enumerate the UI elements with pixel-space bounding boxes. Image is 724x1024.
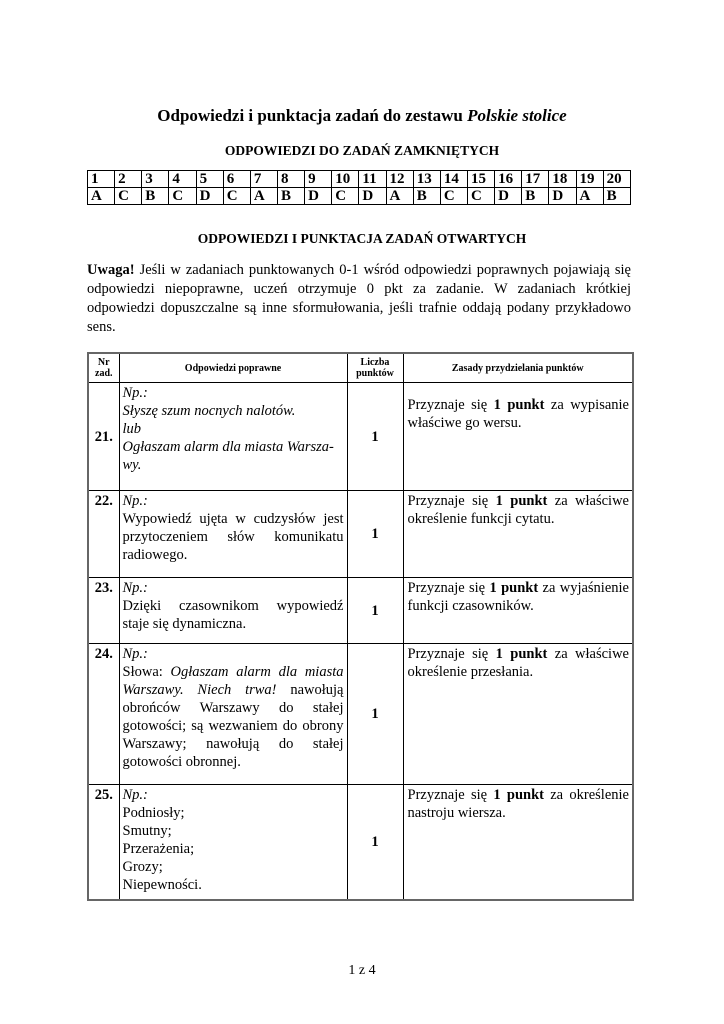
answer-text: Dzięki czasownikom wypowiedź staje się dynamiczna. xyxy=(122,598,344,632)
answer-line: Podniosły; xyxy=(122,805,185,821)
task-number: 2 xyxy=(115,171,142,188)
answer-line: wy. xyxy=(122,457,142,473)
task-answer: B xyxy=(142,188,169,205)
header-points-line: punktów xyxy=(356,368,394,379)
closed-numbers-row xyxy=(88,171,631,188)
task-number: 22. xyxy=(88,491,119,578)
points-value: 1 xyxy=(347,383,403,491)
header-nr-line: Nr xyxy=(97,357,110,368)
header-points xyxy=(347,353,403,383)
task-answer: C xyxy=(115,188,142,205)
table-row xyxy=(88,578,633,644)
page-number: 1 z 4 xyxy=(348,963,376,978)
open-tasks-heading: ODPOWIEDZI I PUNKTACJA ZADAŃ OTWARTYCH xyxy=(197,231,527,246)
task-answer: D xyxy=(196,188,223,205)
example-label: Np.: xyxy=(122,385,148,401)
task-answer: D xyxy=(495,188,522,205)
rule-text: Przyznaje się xyxy=(407,580,490,596)
scoring-rule xyxy=(403,383,633,491)
note-text: Jeśli w zadaniach punktowanych 0-1 wśród odpowiedzi poprawnych pojawiają się odpowiedzi niepoprawne, uczeń otrzymuje 0 pkt za zadanie. W zadaniach krótkiej odpowiedzi dopuszczalne są inne sformułowania, jeśli trafnie oddają podany przykładowo sens. xyxy=(87,262,631,335)
task-number: 12 xyxy=(386,171,413,188)
task-answer: B xyxy=(522,188,549,205)
task-answer: C xyxy=(440,188,467,205)
open-table-header xyxy=(88,353,633,383)
rule-text: za właściwe określenie przesłania. xyxy=(407,646,629,680)
rule-points: 1 punkt xyxy=(495,646,548,662)
rule-points: 1 punkt xyxy=(493,787,544,803)
points-value: 1 xyxy=(347,491,403,578)
rule-text: za właściwe określenie funkcji cytatu. xyxy=(407,493,629,527)
task-answer: A xyxy=(88,188,115,205)
task-answer: D xyxy=(549,188,576,205)
answer-line: Ogłaszam alarm dla miasta Warsza- xyxy=(122,439,334,455)
task-number: 16 xyxy=(495,171,522,188)
rule-points: 1 punkt xyxy=(489,580,539,596)
table-row xyxy=(88,644,633,785)
answer-cell xyxy=(119,491,347,578)
rule-text: za określenie nastroju wiersza. xyxy=(407,787,629,821)
open-answers-table xyxy=(87,352,634,901)
rule-points: 1 punkt xyxy=(493,397,545,413)
rule-text: Przyznaje się xyxy=(407,646,496,662)
task-number: 23. xyxy=(88,578,119,644)
answer-line: lub xyxy=(122,421,142,437)
answer-cell xyxy=(119,578,347,644)
task-number: 7 xyxy=(250,171,277,188)
page-title xyxy=(0,106,724,126)
scoring-rule xyxy=(403,644,633,785)
page-title-emphasis: Polskie stolice xyxy=(467,106,567,125)
scoring-rule xyxy=(403,578,633,644)
points-value: 1 xyxy=(347,785,403,901)
answer-cell xyxy=(119,785,347,901)
rule-text: za wyjaśnienie funkcji czasowników. xyxy=(407,580,629,614)
example-label: Np.: xyxy=(122,646,148,662)
rule-points: 1 punkt xyxy=(495,493,548,509)
task-answer: C xyxy=(223,188,250,205)
rule-text: Przyznaje się xyxy=(407,397,494,413)
task-answer: C xyxy=(332,188,359,205)
header-correct-answers: Odpowiedzi poprawne xyxy=(119,353,347,383)
task-answer: A xyxy=(250,188,277,205)
task-number: 25. xyxy=(88,785,119,901)
points-value: 1 xyxy=(347,644,403,785)
header-points-line: Liczba xyxy=(360,357,390,368)
scoring-rule xyxy=(403,491,633,578)
task-answer: B xyxy=(603,188,630,205)
task-answer: A xyxy=(576,188,603,205)
note-label: Uwaga! xyxy=(87,262,135,278)
points-value: 1 xyxy=(347,578,403,644)
answer-line: Przerażenia; xyxy=(122,841,195,857)
closed-answers-row xyxy=(88,188,631,205)
example-label: Np.: xyxy=(122,580,148,596)
scoring-note xyxy=(87,261,631,337)
task-number: 24. xyxy=(88,644,119,785)
rule-text: Przyznaje się xyxy=(407,493,496,509)
task-number: 14 xyxy=(440,171,467,188)
scoring-rule xyxy=(403,785,633,901)
task-answer: A xyxy=(386,188,413,205)
rule-text: Przyznaje się xyxy=(407,787,494,803)
answer-line: Smutny; xyxy=(122,823,172,839)
answer-text: Wypowiedź ujęta w cudzysłów jest przytoczeniem słów komunikatu radiowego. xyxy=(122,511,344,563)
task-number: 21. xyxy=(88,383,119,491)
answer-cell xyxy=(119,644,347,785)
example-label: Np.: xyxy=(122,493,148,509)
task-answer: C xyxy=(169,188,196,205)
header-nr-line: zad. xyxy=(95,368,113,379)
task-answer: B xyxy=(413,188,440,205)
task-number: 13 xyxy=(413,171,440,188)
task-number: 5 xyxy=(196,171,223,188)
example-label: Np.: xyxy=(122,787,148,803)
rule-text: za wypisanie właściwe go wersu. xyxy=(407,397,629,431)
answer-line: Słyszę szum nocnych nalotów. xyxy=(122,403,296,419)
closed-answers-table xyxy=(87,170,631,205)
table-row xyxy=(88,785,633,901)
task-answer: C xyxy=(467,188,494,205)
task-number: 3 xyxy=(142,171,169,188)
task-number: 17 xyxy=(522,171,549,188)
answer-quote: Ogłaszam alarm dla miasta Warszawy. Niech trwa! xyxy=(122,664,344,698)
table-row xyxy=(88,383,633,491)
task-number: 8 xyxy=(277,171,304,188)
header-scoring-rules: Zasady przydzielania punktów xyxy=(403,353,633,383)
answer-prefix: Słowa: xyxy=(122,664,171,680)
answer-line: Grozy; xyxy=(122,859,163,875)
task-number: 4 xyxy=(169,171,196,188)
table-row xyxy=(88,491,633,578)
task-number: 15 xyxy=(467,171,494,188)
task-number: 18 xyxy=(549,171,576,188)
task-number: 20 xyxy=(603,171,630,188)
closed-tasks-heading: ODPOWIEDZI DO ZADAŃ ZAMKNIĘTYCH xyxy=(224,143,500,158)
header-task-number xyxy=(88,353,119,383)
task-answer: D xyxy=(305,188,332,205)
task-number: 19 xyxy=(576,171,603,188)
task-number: 11 xyxy=(359,171,386,188)
answer-line: Niepewności. xyxy=(122,877,202,893)
task-number: 6 xyxy=(223,171,250,188)
page-title-text: Odpowiedzi i punktacja zadań do zestawu xyxy=(157,106,468,125)
answer-text: nawołują obrońców Warszawy do stałej gotowości; są wezwaniem do obrony Warszawy; nawołują do stałej gotowości obronnej. xyxy=(122,682,344,770)
task-answer: B xyxy=(277,188,304,205)
task-number: 10 xyxy=(332,171,359,188)
task-number: 9 xyxy=(305,171,332,188)
task-answer: D xyxy=(359,188,386,205)
answer-cell xyxy=(119,383,347,491)
task-number: 1 xyxy=(88,171,115,188)
